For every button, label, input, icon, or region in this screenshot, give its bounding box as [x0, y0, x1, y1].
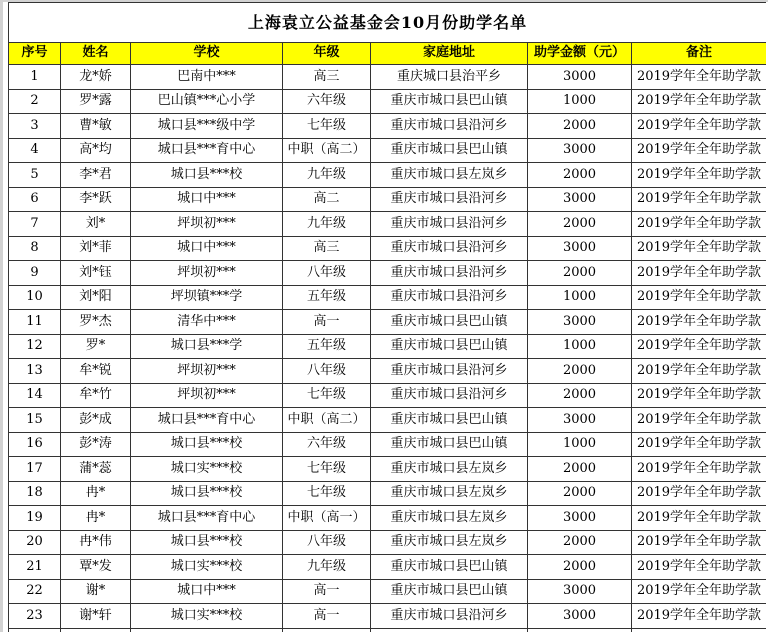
cell-address: 重庆城口县治平乡 — [371, 65, 528, 90]
cell-school: 坪坝初*** — [131, 261, 283, 286]
cell-amount: 3000 — [528, 187, 632, 212]
cell-address: 重庆市城口县左岚乡 — [371, 481, 528, 506]
cell-address: 重庆市城口县沿河乡 — [371, 187, 528, 212]
cell-name: 罗*露 — [61, 89, 131, 114]
cell-remark: 2019学年全年助学款 — [632, 114, 767, 139]
cell-index: 12 — [9, 334, 61, 359]
cell-school: 城口县***育中心 — [131, 506, 283, 531]
cell-index: 2 — [9, 89, 61, 114]
cell-remark: 2019学年全年助学款 — [632, 285, 767, 310]
table-row — [9, 285, 767, 310]
cell-index: 1 — [9, 65, 61, 90]
cell-grade: 八年级 — [283, 359, 371, 384]
table-row — [9, 530, 767, 555]
cell-school: 城口县***校 — [131, 432, 283, 457]
scholarship-sheet — [8, 2, 766, 632]
cell-index: 5 — [9, 163, 61, 188]
table-row — [9, 163, 767, 188]
cell-amount: 2000 — [528, 481, 632, 506]
cell-name: 刘*菲 — [61, 236, 131, 261]
col-header-remark: 备注 — [632, 43, 767, 65]
cell-school: 城口中*** — [131, 187, 283, 212]
cell-grade: 八年级 — [283, 530, 371, 555]
cell-grade: 中职（高二） — [283, 408, 371, 433]
cell-grade: 六年级 — [283, 432, 371, 457]
cell-name: 冉*伟 — [61, 530, 131, 555]
cell-school: 城口县***育中心 — [131, 408, 283, 433]
title-row — [9, 3, 767, 43]
table-row — [9, 65, 767, 90]
cell-amount: 3000 — [528, 138, 632, 163]
cell-remark: 2019学年全年助学款 — [632, 457, 767, 482]
cell-grade: 五年级 — [283, 334, 371, 359]
table-row — [9, 334, 767, 359]
cell-name: 彭*成 — [61, 408, 131, 433]
table-row — [9, 408, 767, 433]
empty-cell — [131, 628, 283, 632]
cell-amount: 2000 — [528, 212, 632, 237]
cell-grade: 九年级 — [283, 212, 371, 237]
table-row — [9, 138, 767, 163]
cell-school: 坪坝镇***学 — [131, 285, 283, 310]
cell-address: 重庆市城口县沿河乡 — [371, 114, 528, 139]
cell-school: 坪坝初*** — [131, 359, 283, 384]
cell-name: 李*君 — [61, 163, 131, 188]
table-row — [9, 114, 767, 139]
cell-amount: 2000 — [528, 163, 632, 188]
cell-grade: 高一 — [283, 310, 371, 335]
table-row — [9, 261, 767, 286]
table-row — [9, 481, 767, 506]
cell-amount: 3000 — [528, 604, 632, 629]
cell-index: 11 — [9, 310, 61, 335]
cell-remark: 2019学年全年助学款 — [632, 408, 767, 433]
cell-address: 重庆市城口县巴山镇 — [371, 579, 528, 604]
cell-amount: 3000 — [528, 408, 632, 433]
cell-remark: 2019学年全年助学款 — [632, 187, 767, 212]
cell-amount: 3000 — [528, 65, 632, 90]
empty-cell — [283, 628, 371, 632]
cell-address: 重庆市城口县沿河乡 — [371, 212, 528, 237]
cell-name: 牟*锐 — [61, 359, 131, 384]
cell-address: 重庆市城口县左岚乡 — [371, 506, 528, 531]
table-row — [9, 310, 767, 335]
cell-address: 重庆市城口县巴山镇 — [371, 310, 528, 335]
cell-index: 3 — [9, 114, 61, 139]
cell-index: 17 — [9, 457, 61, 482]
cell-address: 重庆市城口县巴山镇 — [371, 334, 528, 359]
cell-index: 6 — [9, 187, 61, 212]
cell-amount: 3000 — [528, 236, 632, 261]
page-title: 上海袁立公益基金会10月份助学名单 — [9, 3, 767, 43]
table-row — [9, 506, 767, 531]
screenshot-left-edge — [0, 0, 3, 632]
cell-amount: 2000 — [528, 261, 632, 286]
cell-address: 重庆市城口县左岚乡 — [371, 163, 528, 188]
cell-school: 巴南中*** — [131, 65, 283, 90]
cell-school: 城口实***校 — [131, 604, 283, 629]
cell-name: 罗*杰 — [61, 310, 131, 335]
cell-name: 高*均 — [61, 138, 131, 163]
cell-index: 10 — [9, 285, 61, 310]
cell-name: 谢*轩 — [61, 604, 131, 629]
partial-table-row — [9, 628, 767, 632]
cell-grade: 六年级 — [283, 89, 371, 114]
cell-amount: 2000 — [528, 530, 632, 555]
cell-school: 城口县***育中心 — [131, 138, 283, 163]
cell-grade: 高一 — [283, 579, 371, 604]
cell-remark: 2019学年全年助学款 — [632, 310, 767, 335]
cell-name: 龙*娇 — [61, 65, 131, 90]
table-row — [9, 604, 767, 629]
table-row — [9, 359, 767, 384]
cell-amount: 3000 — [528, 506, 632, 531]
cell-index: 19 — [9, 506, 61, 531]
cell-remark: 2019学年全年助学款 — [632, 579, 767, 604]
table-row — [9, 432, 767, 457]
cell-school: 坪坝初*** — [131, 212, 283, 237]
col-header-school: 学校 — [131, 43, 283, 65]
cell-grade: 七年级 — [283, 114, 371, 139]
cell-amount: 1000 — [528, 89, 632, 114]
table-row — [9, 236, 767, 261]
table-row — [9, 187, 767, 212]
cell-grade: 七年级 — [283, 481, 371, 506]
cell-school: 坪坝初*** — [131, 383, 283, 408]
cell-remark: 2019学年全年助学款 — [632, 555, 767, 580]
cell-address: 重庆市城口县沿河乡 — [371, 285, 528, 310]
cell-grade: 八年级 — [283, 261, 371, 286]
cell-address: 重庆市城口县沿河乡 — [371, 236, 528, 261]
cell-remark: 2019学年全年助学款 — [632, 236, 767, 261]
cell-index: 21 — [9, 555, 61, 580]
cell-name: 刘*钰 — [61, 261, 131, 286]
cell-remark: 2019学年全年助学款 — [632, 604, 767, 629]
cell-name: 刘*阳 — [61, 285, 131, 310]
cell-address: 重庆市城口县巴山镇 — [371, 408, 528, 433]
header-row — [9, 43, 767, 65]
cell-remark: 2019学年全年助学款 — [632, 138, 767, 163]
cell-name: 蒲*蕊 — [61, 457, 131, 482]
cell-index: 13 — [9, 359, 61, 384]
cell-name: 曹*敏 — [61, 114, 131, 139]
cell-index: 9 — [9, 261, 61, 286]
cell-remark: 2019学年全年助学款 — [632, 506, 767, 531]
cell-school: 巴山镇***心小学 — [131, 89, 283, 114]
col-header-index: 序号 — [9, 43, 61, 65]
cell-remark: 2019学年全年助学款 — [632, 65, 767, 90]
cell-index: 22 — [9, 579, 61, 604]
empty-cell — [632, 628, 767, 632]
cell-name: 彭*涛 — [61, 432, 131, 457]
cell-amount: 3000 — [528, 579, 632, 604]
table-row — [9, 457, 767, 482]
table-row — [9, 579, 767, 604]
cell-index: 15 — [9, 408, 61, 433]
cell-name: 牟*竹 — [61, 383, 131, 408]
cell-remark: 2019学年全年助学款 — [632, 89, 767, 114]
table-row — [9, 555, 767, 580]
cell-school: 城口县***级中学 — [131, 114, 283, 139]
cell-address: 重庆市城口县巴山镇 — [371, 89, 528, 114]
cell-grade: 高一 — [283, 604, 371, 629]
cell-remark: 2019学年全年助学款 — [632, 432, 767, 457]
cell-amount: 2000 — [528, 114, 632, 139]
cell-name: 冉* — [61, 506, 131, 531]
cell-grade: 中职（高二） — [283, 138, 371, 163]
cell-address: 重庆市城口县巴山镇 — [371, 555, 528, 580]
cell-name: 谢* — [61, 579, 131, 604]
scholarship-table — [8, 2, 766, 632]
cell-address: 重庆市城口县沿河乡 — [371, 604, 528, 629]
cell-index: 16 — [9, 432, 61, 457]
cell-remark: 2019学年全年助学款 — [632, 530, 767, 555]
empty-cell — [9, 628, 61, 632]
cell-amount: 2000 — [528, 555, 632, 580]
table-row — [9, 89, 767, 114]
cell-grade: 高三 — [283, 65, 371, 90]
cell-name: 冉* — [61, 481, 131, 506]
cell-grade: 九年级 — [283, 163, 371, 188]
cell-index: 14 — [9, 383, 61, 408]
cell-amount: 2000 — [528, 359, 632, 384]
cell-name: 李*跃 — [61, 187, 131, 212]
cell-remark: 2019学年全年助学款 — [632, 163, 767, 188]
cell-remark: 2019学年全年助学款 — [632, 383, 767, 408]
cell-amount: 1000 — [528, 334, 632, 359]
cell-remark: 2019学年全年助学款 — [632, 212, 767, 237]
empty-cell — [528, 628, 632, 632]
cell-school: 城口中*** — [131, 579, 283, 604]
cell-address: 重庆市城口县巴山镇 — [371, 432, 528, 457]
col-header-amount: 助学金额（元） — [528, 43, 632, 65]
cell-amount: 2000 — [528, 383, 632, 408]
cell-address: 重庆市城口县沿河乡 — [371, 359, 528, 384]
cell-grade: 中职（高一） — [283, 506, 371, 531]
cell-school: 城口实***校 — [131, 457, 283, 482]
cell-address: 重庆市城口县沿河乡 — [371, 261, 528, 286]
cell-amount: 2000 — [528, 457, 632, 482]
cell-grade: 七年级 — [283, 383, 371, 408]
cell-school: 城口县***校 — [131, 163, 283, 188]
cell-school: 城口实***校 — [131, 555, 283, 580]
cell-school: 城口县***学 — [131, 334, 283, 359]
cell-school: 清华中*** — [131, 310, 283, 335]
empty-cell — [371, 628, 528, 632]
cell-school: 城口县***校 — [131, 481, 283, 506]
cell-index: 7 — [9, 212, 61, 237]
cell-school: 城口中*** — [131, 236, 283, 261]
cell-name: 罗* — [61, 334, 131, 359]
cell-grade: 高二 — [283, 187, 371, 212]
cell-amount: 1000 — [528, 432, 632, 457]
cell-index: 18 — [9, 481, 61, 506]
cell-remark: 2019学年全年助学款 — [632, 261, 767, 286]
empty-cell — [61, 628, 131, 632]
cell-name: 刘* — [61, 212, 131, 237]
cell-index: 4 — [9, 138, 61, 163]
cell-grade: 高三 — [283, 236, 371, 261]
cell-remark: 2019学年全年助学款 — [632, 481, 767, 506]
cell-remark: 2019学年全年助学款 — [632, 359, 767, 384]
cell-index: 23 — [9, 604, 61, 629]
cell-name: 覃*发 — [61, 555, 131, 580]
cell-index: 8 — [9, 236, 61, 261]
cell-grade: 九年级 — [283, 555, 371, 580]
col-header-grade: 年级 — [283, 43, 371, 65]
cell-address: 重庆市城口县沿河乡 — [371, 383, 528, 408]
cell-address: 重庆市城口县左岚乡 — [371, 530, 528, 555]
cell-grade: 七年级 — [283, 457, 371, 482]
cell-grade: 五年级 — [283, 285, 371, 310]
cell-school: 城口县***校 — [131, 530, 283, 555]
cell-amount: 3000 — [528, 310, 632, 335]
table-row — [9, 212, 767, 237]
col-header-name: 姓名 — [61, 43, 131, 65]
col-header-address: 家庭地址 — [371, 43, 528, 65]
cell-remark: 2019学年全年助学款 — [632, 334, 767, 359]
cell-index: 20 — [9, 530, 61, 555]
cell-address: 重庆市城口县左岚乡 — [371, 457, 528, 482]
cell-address: 重庆市城口县巴山镇 — [371, 138, 528, 163]
cell-amount: 1000 — [528, 285, 632, 310]
table-row — [9, 383, 767, 408]
